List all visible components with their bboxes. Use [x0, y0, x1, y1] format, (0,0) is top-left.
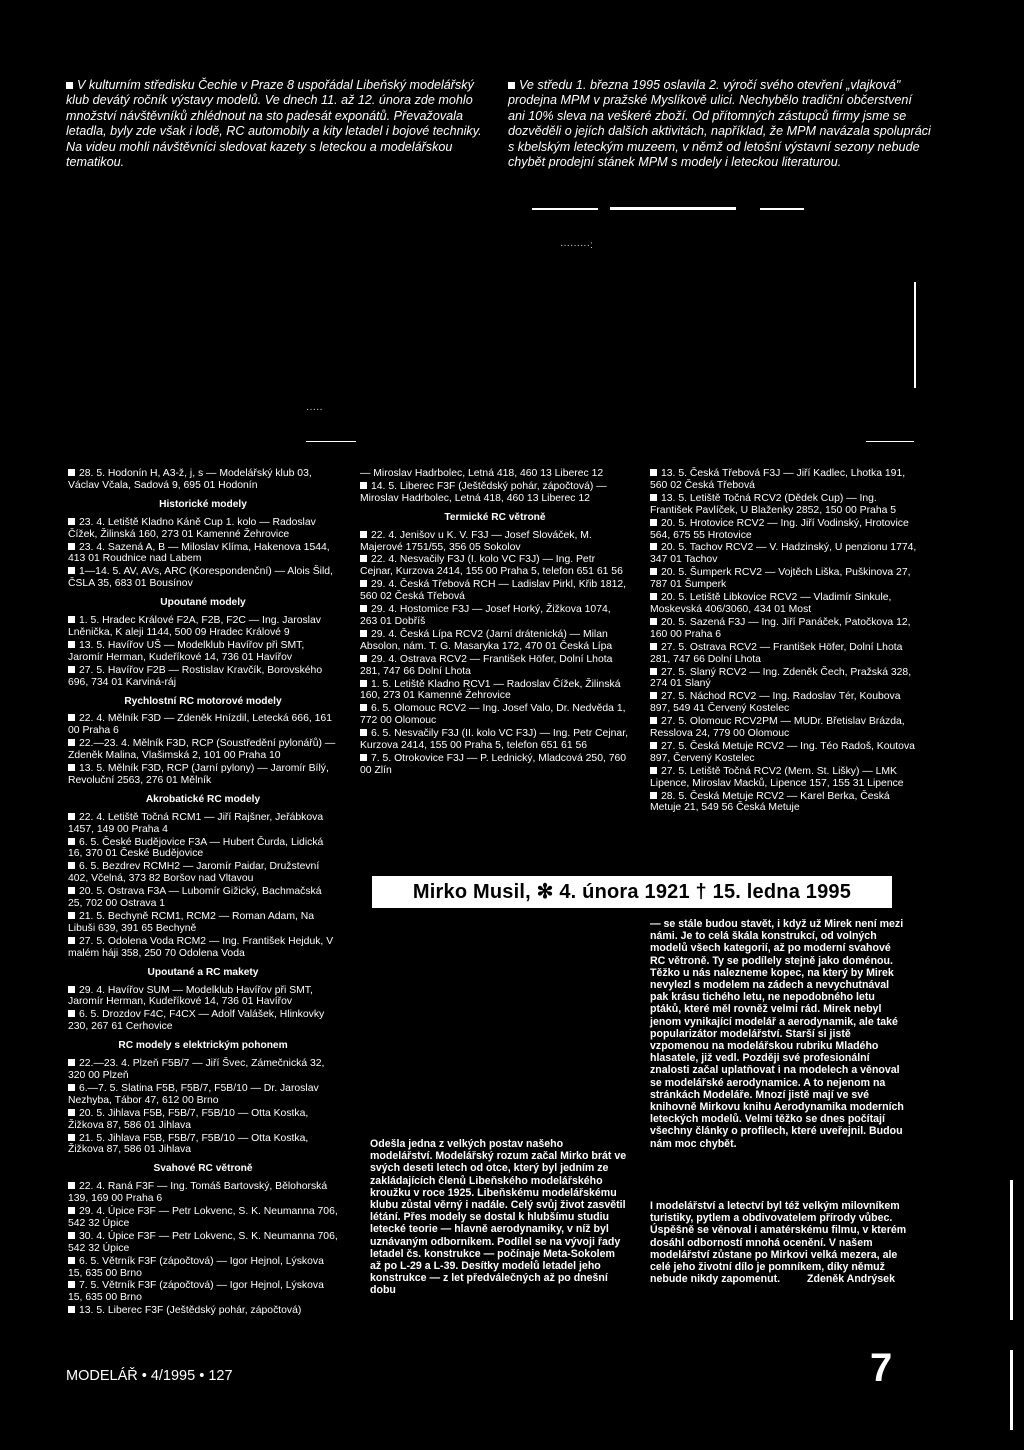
bullet-icon: [650, 618, 657, 625]
section-heading: Upoutané a RC makety: [147, 966, 259, 978]
calendar-entry-text: 13. 5. Česká Třebová F3J — Jiří Kadlec, Lhotka 191, 560 02 Česká Třebová: [650, 468, 906, 491]
obituary-right-body-2: I modelářství a letectví byl též velkým milovníkem turistiky, pytlem a obdivovatelem přírody vůbec. Úspěšně se věnoval i amatérskému filmu, v kterém dosáhl odborností mnohá ocenění. V našem modelářství zůstane po Mirkovi velká mezera, ale celé jeho životní dílo je pomníkem, díky němuž nebude nikdy zapomenut.: [650, 1200, 907, 1286]
bullet-icon: [650, 519, 657, 526]
section-heading: Upoutané modely: [160, 597, 246, 609]
calendar-entry: [360, 468, 630, 480]
calendar-entry: [68, 1305, 338, 1317]
calendar-entry: [360, 629, 630, 653]
photo-top-line-3: [760, 208, 804, 210]
magazine-footer: MODELÁŘ • 4/1995 • 127: [66, 1368, 233, 1384]
bullet-icon: [68, 739, 75, 746]
calendar-entry: [68, 936, 338, 960]
bullet-icon: [650, 668, 657, 675]
calendar-entry: [650, 542, 922, 566]
calendar-entry-text: 20. 5. Jihlava F5B, F5B/7, F5B/10 — Otta Kostka, Žižkova 87, 586 01 Jihlava: [68, 1107, 309, 1131]
bullet-icon: [68, 641, 75, 648]
calendar-entry-text: 20. 5. Tachov RCV2 — V. Hadzinský, U penzionu 1774, 347 01 Tachov: [650, 542, 917, 566]
calendar-entry: [360, 604, 630, 628]
section-heading: Svahové RC větroně: [153, 1163, 253, 1175]
calendar-entry: [68, 713, 338, 737]
calendar-entry: [650, 716, 922, 740]
photo-bottom-line-right: [866, 441, 914, 442]
bullet-icon: [360, 729, 367, 736]
calendar-entry-text: 27. 5. Olomouc RCV2PM — MUDr. Břetislav Brázda, Resslova 24, 779 00 Olomouc: [650, 716, 905, 740]
bullet-icon: [68, 518, 75, 525]
bullet-icon: [650, 792, 657, 799]
intro-left-text: V kulturním středisku Čechie v Praze 8 uspořádal Libeňský modelářský klub devátý ročník výstavy modelů. Ve dnech 11. až 12. února zde mohlo množství návštěvníků zhlédnout na sto padesát exponátů. Převažovala letadla, byly zde však i lodě, RC automobily a kity letadel i bojové techniky. Na videu mohli návštěvníci sledovat kazety s leteckou a modelářskou tematikou.: [66, 78, 482, 170]
calendar-entry-text: 27. 5. Ostrava RCV2 — František Höfer, Dolní Lhota 281, 747 66 Dolní Lhota: [650, 641, 903, 665]
calendar-entry-text: 27. 5. Náchod RCV2 — Ing. Radoslav Tér, Koubova 897, 549 41 Červený Kostelec: [650, 691, 901, 715]
calendar-entry-text: 30. 4. Úpice F3F — Petr Lokvenc, S. K. Neumanna 706, 542 32 Úpice: [68, 1230, 338, 1254]
photo-right-edge: [914, 282, 916, 388]
calendar-entry: [650, 642, 922, 666]
section-heading: Termické RC větroně: [444, 511, 546, 523]
calendar-entry: [650, 468, 922, 492]
section-heading: RC modely s elektrickým pohonem: [118, 1040, 288, 1052]
calendar-entry-text: 29. 4. Hostomice F3J — Josef Horký, Žižkova 1074, 263 01 Dobříš: [360, 604, 611, 627]
calendar-entry: [650, 766, 922, 790]
calendar-entry-text: 6. 5. Drozdov F4C, F4CX — Adolf Valášek, Hlinkovky 230, 267 61 Cerhovice: [68, 1009, 325, 1033]
calendar-entry-text: 22. 4. Jenišov u K. V. F3J — Josef Slováček, M. Majerové 1751/55, 356 05 Sokolov: [360, 529, 592, 553]
calendar-entry: [68, 1009, 338, 1033]
calendar-entry-text: 29. 4. Úpice F3F — Petr Lokvenc, S. K. Neumanna 706, 542 32 Úpice: [68, 1206, 338, 1229]
bullet-icon: [68, 986, 75, 993]
calendar-entry-text: 20. 5. Sazená F3J — Ing. Jiří Panáček, Patočkova 12, 160 00 Praha 6: [650, 616, 911, 640]
photo-top-line: [532, 208, 598, 210]
calendar-entry-text: 29. 4. Havířov SUM — Modelklub Havířov při SMT, Jaromír Herman, Kudeříkové 14, 736 01 Havířov: [68, 984, 313, 1008]
obituary-author: Zdeněk Andrýsek: [807, 1273, 895, 1286]
bullet-icon: [650, 643, 657, 650]
bullet-icon: [360, 655, 367, 662]
bullet-icon: [650, 742, 657, 749]
calendar-entry: [68, 1108, 338, 1132]
bullet-icon: [360, 704, 367, 711]
bullet-icon: [360, 531, 367, 538]
bullet-icon: [68, 1134, 75, 1141]
right-edge-mark-2: [1010, 1350, 1013, 1430]
bullet-icon: [68, 1257, 75, 1264]
calendar-entry: [360, 753, 630, 777]
calendar-entry: [68, 911, 338, 935]
section-heading: Rychlostní RC motorové modely: [124, 695, 282, 707]
calendar-entry-text: 6. 5. České Budějovice F3A — Hubert Čurda, Lidická 16, 370 01 České Budějovice: [68, 836, 324, 860]
calendar-column-1: [68, 468, 338, 1318]
page-number: 7: [870, 1346, 893, 1390]
calendar-entry-text: 28. 5. Česká Metuje RCV2 — Karel Berka, Česká Metuje 21, 549 56 Česká Metuje: [650, 790, 890, 814]
calendar-entry: [360, 554, 630, 578]
calendar-entry-text: 20. 5. Hrotovice RCV2 — Ing. Jiří Vodinský, Hrotovice 564, 675 55 Hrotovice: [650, 517, 909, 541]
bullet-icon: [650, 494, 657, 501]
calendar-entry: [360, 703, 630, 727]
calendar-entry: [650, 567, 922, 591]
calendar-entry-text: 13. 5. Liberec F3F (Ještědský pohár, zápočtová): [79, 1305, 302, 1317]
right-edge-mark: [1010, 1180, 1013, 1320]
calendar-entry-text: 6. 5. Olomouc RCV2 — Ing. Josef Valo, Dr. Nedvěda 1, 772 00 Olomouc: [360, 703, 626, 727]
calendar-entry: [68, 1206, 338, 1230]
calendar-entry: [68, 985, 338, 1009]
bullet-icon: [650, 568, 657, 575]
photo-dots-2: ·····: [306, 404, 323, 415]
calendar-entry: [68, 1280, 338, 1304]
calendar-entry-text: 1. 5. Hradec Králové F2A, F2B, F2C — Ing. Jaroslav Lněnička, K aleji 1144, 500 09 Hradec Králové 9: [68, 615, 321, 638]
bullet-icon: [68, 862, 75, 869]
calendar-entry-text: 27. 5. Odolena Voda RCM2 — Ing. František Hejduk, V malém háji 358, 250 70 Odolena Voda: [68, 935, 334, 959]
calendar-entry-text: 27. 5. Slaný RCV2 — Ing. Zdeněk Čech, Pražská 328, 274 01 Slaný: [650, 666, 912, 690]
bullet-icon: [360, 605, 367, 612]
bullet-icon: [68, 714, 75, 721]
calendar-entry-text: 6. 5. Nesvačily F3J (II. kolo VC F3J) — Ing. Petr Cejnar, Kurzova 2414, 155 00 Praha 5, telefon 651 61 56: [360, 728, 628, 752]
calendar-entry: [68, 566, 338, 590]
bullet-icon: [650, 692, 657, 699]
bullet-icon: [68, 567, 75, 574]
calendar-entry-text: 22. 4. Nesvačily F3J (I. kolo VC F3J) — Ing. Petr Cejnar, Kurzova 2414, 155 00 Praha 5, telefon 651 61 56: [360, 554, 623, 578]
calendar-entry-text: 27. 5. Letiště Točná RCV2 (Mem. St. Lišky) — LMK Lipence, Miroslav Macků, Lipence 157, 155 31 Lipence: [650, 765, 904, 789]
photo-bottom-line-left: [306, 441, 356, 442]
calendar-entry: [68, 1256, 338, 1280]
calendar-entry: [360, 728, 630, 752]
photo-dots: ·········:: [560, 240, 593, 251]
calendar-entry: [68, 542, 338, 566]
calendar-entry-text: 20. 5. Ostrava F3A — Lubomír Gižický, Bachmačská 25, 702 00 Ostrava 1: [68, 886, 322, 910]
obituary-right-body: — se stále budou stavět, i když už Mirek není mezi námi. Je to celá škála konstrukcí, od volných modelů všech kategorií, až po moderní svahové RC větroně. Ty se podílely stejně jako doménou. Těžko u nás nalezneme kopec, na který by Mirek nevylezl s modelem na zádech a nevychutnával pak krásu tichého letu, ne nepodobného letu ptáků, které měl rovněž velmi rád. Mirek nebyl jenom vynikající modelář a aerodynamik, ale také popularizátor modelářství. Starší si jistě vzpomenou na modelářskou rubriku Mladého hlasatele, již vedl. Později své profesionální znalosti začal uplatňovat i na modelech a věnoval se modelářské aerodynamice. A to nejenom na stránkách Modeláře. Mnozí jistě mají ve své knihovně Mirkovu knihu Aerodynamika moderních leteckých modelů. Velmi těžko se dnes počítají všechny články o profilech, které uveřejnil. Budou nám moc chybět.: [650, 918, 904, 1150]
calendar-entry-text: 29. 4. Ostrava RCV2 — František Höfer, Dolní Lhota 281, 747 66 Dolní Lhota: [360, 653, 613, 677]
calendar-entry-text: 22. 4. Raná F3F — Ing. Tomáš Bartovský, Bělohorská 139, 169 00 Praha 6: [68, 1181, 328, 1205]
calendar-entry: [68, 837, 338, 861]
calendar-entry: [360, 530, 630, 554]
calendar-entry-text: 29. 4. Česká Třebová RCH — Ladislav Pirkl, Křib 1812, 560 02 Česká Třebová: [360, 579, 627, 603]
calendar-entry: [68, 1058, 338, 1082]
calendar-entry-text: 6. 5. Větrník F3F (zápočtová) — Igor Hejnol, Lýskova 15, 635 00 Brno: [68, 1255, 324, 1279]
calendar-entry: [650, 691, 922, 715]
bullet-icon: [68, 887, 75, 894]
calendar-entry-text: 28. 5. Hodonín H, A3-ž, j, s — Modelářský klub 03, Václav Včala, Sadová 9, 695 01 Hodonín: [68, 468, 312, 491]
bullet-icon: [68, 764, 75, 771]
bullet-icon: [360, 482, 367, 489]
bullet-icon: [68, 1084, 75, 1091]
obituary-left-body: Odešla jedna z velkých postav našeho modelářství. Modelářský rozum začal Mirko brát ve svých deseti letech od otce, který byl jedním ze zakládajících členů Libeňského modelářského kroužku v roce 1925. Libeňskému modelářskému klubu zůstal věrný i nadále. Celý svůj život zasvětil létání. Přes modely se dostal k hlubšímu studiu letecké teorie — hlavně aerodynamiky, v níž byl uznávaným odborníkem. Podílel se na vývoji řady letadel čs. konstrukce — počínaje Meta-Sokolem až po L-29 a L-39. Desítky modelů letadel jeho konstrukce — z let předválečných až po dnešní dobu: [370, 1138, 627, 1297]
calendar-entry: [68, 738, 338, 762]
bullet-icon: [68, 616, 75, 623]
calendar-column-3: [650, 468, 922, 815]
bullet-icon: [68, 666, 75, 673]
bullet-icon: [68, 813, 75, 820]
calendar-entry: [68, 1133, 338, 1157]
intro-right-text: Ve středu 1. března 1995 oslavila 2. výročí svého otevření „vlajková" prodejna MPM v pražské Myslíkově ulici. Nechybělo tradiční občerstvení ani 10% sleva na veškeré zboží. Od přítomných zástupců firmy jsme se dozvěděli o jejích dalších aktivitách, například, že MPM navázala spolupráci s kbelským leteckým muzeem, v němž od letošní výstavní sezony nebude chybět prodejní stánek MPM s modely i leteckou literaturou.: [508, 78, 931, 170]
bullet-icon: [650, 717, 657, 724]
bullet-icon: [68, 1281, 75, 1288]
calendar-entry: [68, 886, 338, 910]
calendar-entry-text: 27. 5. Česká Metuje RCV2 — Ing. Téo Radoš, Koutova 897, Červený Kostelec: [650, 740, 915, 764]
bullet-icon: [68, 469, 75, 476]
obituary-left-text: [370, 1138, 628, 1297]
calendar-entry-text: 29. 4. Česká Lípa RCV2 (Jarní drátenická) — Milan Absolon, nám. T. G. Masaryka 172, 470 01 Česká Lípa: [360, 628, 613, 652]
bullet-icon: [650, 593, 657, 600]
bullet-icon: [68, 1010, 75, 1017]
intro-right-paragraph: [508, 78, 932, 170]
calendar-entry: [360, 679, 630, 703]
calendar-entry: [68, 1181, 338, 1205]
calendar-entry: [68, 1231, 338, 1255]
calendar-entry-text: 1—14. 5. AV, AVs, ARC (Korespondenční) — Alois Šild, ČSLA 35, 683 01 Bousínov: [68, 566, 333, 590]
calendar-entry: [68, 763, 338, 787]
bullet-icon: [360, 555, 367, 562]
calendar-entry-text: 27. 5. Havířov F2B — Rostislav Kravčík, Borovského 696, 734 01 Karviná-ráj: [68, 664, 323, 688]
bullet-icon: [68, 1207, 75, 1214]
calendar-entry-text: 20. 5. Letiště Libkovice RCV2 — Vladimír Sinkule, Moskevská 406/3060, 434 01 Most: [650, 592, 892, 615]
bullet-icon: [68, 543, 75, 550]
section-heading: Historické modely: [159, 498, 247, 510]
obituary-right-text: [650, 918, 908, 1150]
calendar-entry-text: 13. 5. Havířov UŠ — Modelklub Havířov při SMT, Jaromír Herman, Kudeříkové 14, 736 01 Havířov: [68, 639, 305, 663]
bullet-icon: [68, 1059, 75, 1066]
bullet-icon: [360, 680, 367, 687]
calendar-entry: [68, 468, 338, 492]
bullet-icon: [68, 1109, 75, 1116]
calendar-entry-text: 23. 4. Letiště Kladno Káně Cup 1. kolo — Radoslav Čížek, Žilinská 160, 273 01 Kamenné Žehrovice: [68, 516, 316, 540]
calendar-entry: [68, 665, 338, 689]
bullet-icon: [650, 469, 657, 476]
calendar-entry-text: 13. 5. Mělník F3D, RCP (Jarní pylony) — Jaromír Bílý, Revoluční 2563, 276 01 Mělník: [68, 763, 329, 786]
intro-left-paragraph: [66, 78, 492, 170]
calendar-entry-text: 20. 5. Šumperk RCV2 — Vojtěch Liška, Puškinova 27, 787 01 Šumperk: [650, 567, 911, 591]
calendar-entry-text: 6.—7. 5. Slatina F5B, F5B/7, F5B/10 — Dr. Jaroslav Nezhyba, Tábor 47, 612 00 Brno: [68, 1082, 319, 1106]
calendar-entry: [360, 579, 630, 603]
calendar-entry: [360, 481, 630, 505]
calendar-entry: [68, 517, 338, 541]
bullet-icon: [68, 838, 75, 845]
calendar-entry-text: 22. 4. Letiště Točná RCM1 — Jiří Rajšner, Jeřábkova 1457, 149 00 Praha 4: [68, 811, 324, 835]
calendar-entry: [650, 617, 922, 641]
calendar-entry: [68, 1083, 338, 1107]
calendar-entry: [650, 592, 922, 616]
calendar-entry: [650, 791, 922, 815]
bullet-icon: [360, 754, 367, 761]
calendar-entry: [68, 640, 338, 664]
calendar-column-2: [360, 468, 630, 778]
obituary-title-box: [372, 876, 892, 908]
bullet-icon: [68, 937, 75, 944]
calendar-entry: [68, 615, 338, 639]
bullet-icon: [650, 767, 657, 774]
bullet-icon: [66, 82, 73, 89]
bullet-icon: [68, 1232, 75, 1239]
bullet-icon: [650, 543, 657, 550]
calendar-entry: [650, 493, 922, 517]
bullet-icon: [68, 1182, 75, 1189]
calendar-entry: [650, 518, 922, 542]
calendar-entry-text: 6. 5. Bezdrev RCMH2 — Jaromír Paidar, Družstevní 402, Včelná, 373 82 Boršov nad Vltavou: [68, 861, 320, 885]
calendar-entry: [650, 741, 922, 765]
calendar-entry-text: 22.—23. 4. Plzeň F5B/7 — Jiří Švec, Zámečnická 32, 320 00 Plzeň: [68, 1058, 325, 1081]
calendar-entry-text: — Miroslav Hadrbolec, Letná 418, 460 13 Liberec 12: [360, 468, 604, 479]
calendar-entry-text: 14. 5. Liberec F3F (Ještědský pohár, zápočtová) — Miroslav Hadrbolec, Letná 418, 460 13 Liberec 12: [360, 480, 607, 504]
calendar-entry: [650, 667, 922, 691]
calendar-entry-text: 21. 5. Bechyně RCM1, RCM2 — Roman Adam, Na Libuši 639, 391 65 Bechyně: [68, 911, 315, 934]
bullet-icon: [68, 1306, 75, 1313]
calendar-entry-text: 7. 5. Větrník F3F (zápočtová) — Igor Hejnol, Lýskova 15, 635 00 Brno: [68, 1280, 324, 1304]
calendar-entry-text: 13. 5. Letiště Točná RCV2 (Dědek Cup) — Ing. František Pavlíček, U Blaženky 2852, 150 00 Praha 5: [650, 492, 897, 516]
calendar-entry-text: 22. 4. Mělník F3D — Zdeněk Hnízdil, Letecká 666, 161 00 Praha 6: [68, 713, 332, 737]
calendar-entry-text: 1. 5. Letiště Kladno RCV1 — Radoslav Čížek, Žilinská 160, 273 01 Kamenné Žehrovice: [360, 678, 621, 702]
calendar-entry-text: 23. 4. Sazená A, B — Miloslav Klíma, Hakenova 1544, 413 01 Roudnice nad Labem: [68, 541, 330, 565]
calendar-entry: [360, 654, 630, 678]
calendar-entry-text: 22.—23. 4. Mělník F3D, RCP (Soustředění pylonářů) — Zdeněk Malina, Vlašimská 2, 101 00 Praha 10: [68, 738, 336, 762]
obituary-right-text-2: [650, 1200, 908, 1285]
calendar-entry: [68, 861, 338, 885]
section-heading: Akrobatické RC modely: [145, 793, 261, 805]
bullet-icon: [360, 630, 367, 637]
calendar-entry-text: 7. 5. Otrokovice F3J — P. Lednický, Mladcová 250, 760 00 Zlín: [360, 752, 627, 776]
calendar-entry-text: 21. 5. Jihlava F5B, F5B/7, F5B/10 — Otta Kostka, Žižkova 87, 586 01 Jihlava: [68, 1132, 309, 1156]
obituary-title: Mirko Musil, ✻ 4. února 1921 † 15. ledna 1995: [412, 881, 852, 903]
bullet-icon: [508, 82, 515, 89]
photo-top-line-2: [610, 207, 736, 210]
bullet-icon: [360, 580, 367, 587]
bullet-icon: [68, 912, 75, 919]
calendar-entry: [68, 812, 338, 836]
